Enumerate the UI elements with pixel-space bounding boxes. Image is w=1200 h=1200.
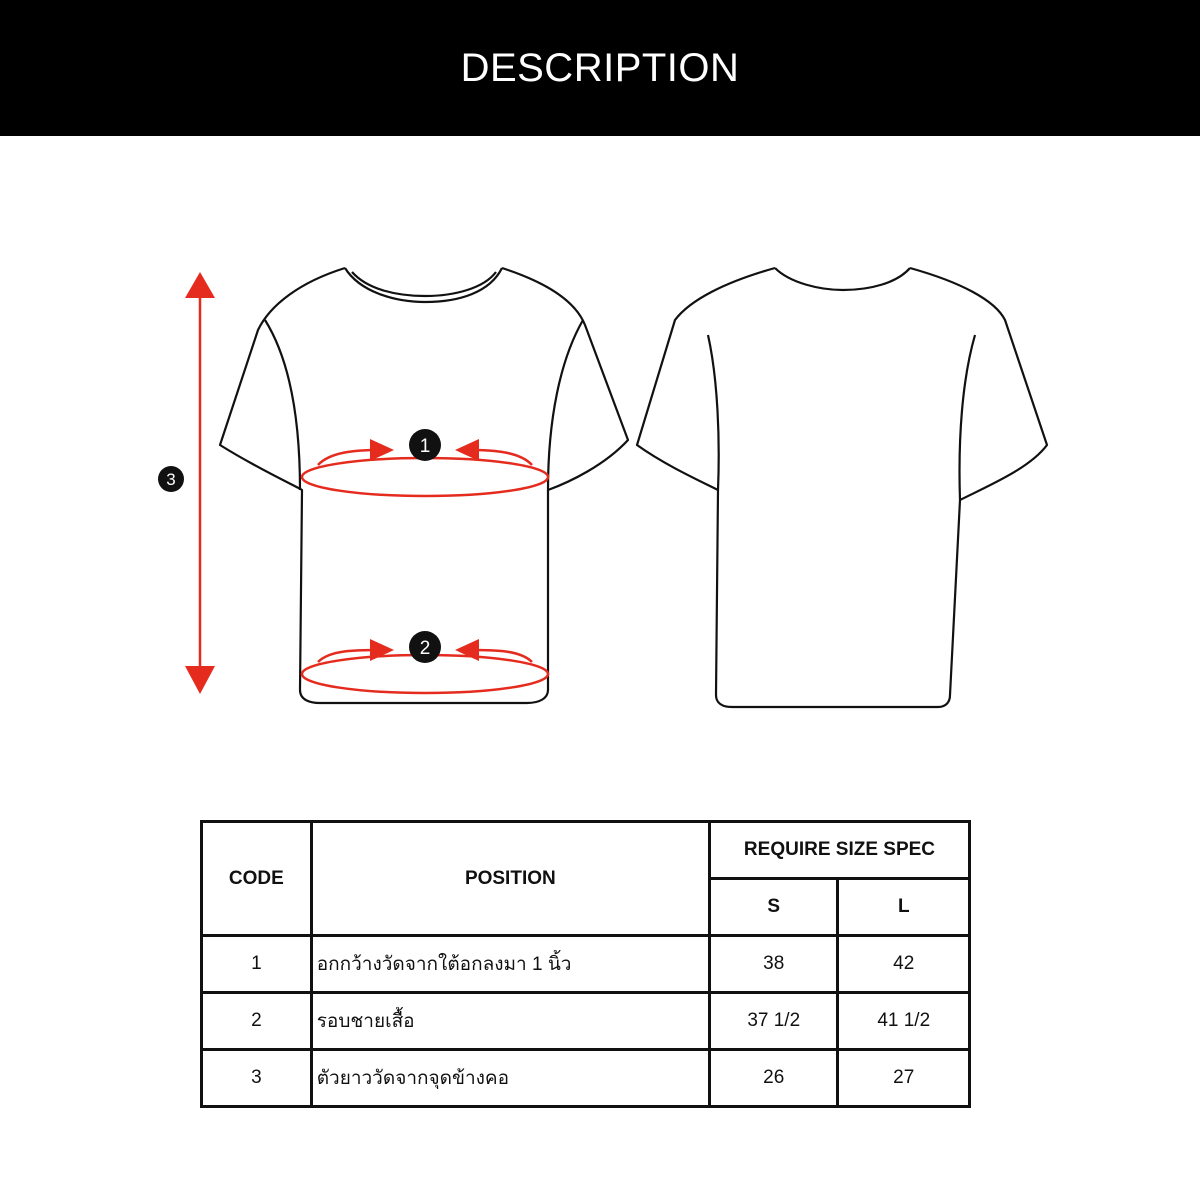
row-position: ตัวยาววัดจากจุดข้างคอ: [311, 1050, 709, 1107]
position-header: POSITION: [311, 822, 709, 936]
size-s-header: S: [709, 879, 838, 936]
row-size-l: 41 1/2: [838, 993, 970, 1050]
row-position: อกกว้างวัดจากใต้อกลงมา 1 นิ้ว: [311, 936, 709, 993]
length-arrow: [185, 272, 215, 694]
size-l-header: L: [838, 879, 970, 936]
table-row: [202, 1050, 970, 1107]
row-code: 3: [202, 1050, 312, 1107]
marker-3-label: 3: [166, 470, 176, 489]
row-size-l: 27: [838, 1050, 970, 1107]
page-title: DESCRIPTION: [460, 45, 740, 90]
row-size-s: 26: [709, 1050, 838, 1107]
tshirt-diagram: [0, 136, 1200, 756]
back-tshirt: [637, 268, 1047, 707]
table-row: [202, 993, 970, 1050]
size-spec-table: [200, 820, 971, 1108]
spec-header: REQUIRE SIZE SPEC: [709, 822, 969, 879]
table-row: [202, 936, 970, 993]
row-code: 1: [202, 936, 312, 993]
header-bar: [0, 0, 1200, 136]
row-size-s: 37 1/2: [709, 993, 838, 1050]
code-header: CODE: [202, 822, 312, 936]
table-header-row: [202, 822, 970, 879]
row-position: รอบชายเสื้อ: [311, 993, 709, 1050]
marker-2-label: 2: [419, 638, 431, 659]
row-size-l: 42: [838, 936, 970, 993]
marker-1-label: 1: [419, 436, 431, 457]
row-size-s: 38: [709, 936, 838, 993]
row-code: 2: [202, 993, 312, 1050]
